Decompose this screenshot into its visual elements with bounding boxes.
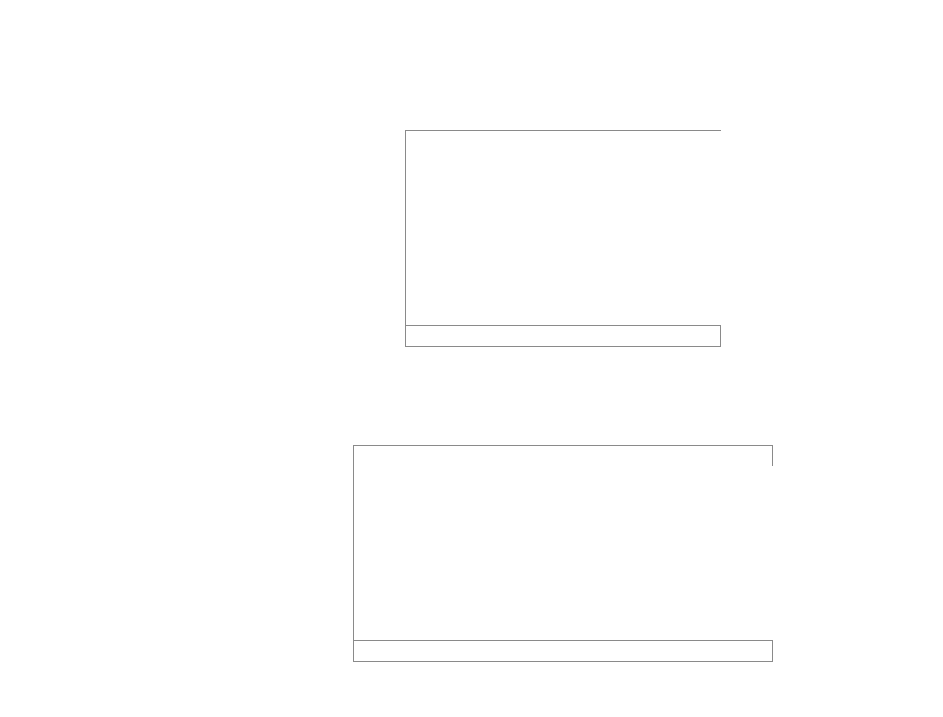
robin7-unit-grid xyxy=(353,466,773,641)
robin7-sky-terrace xyxy=(353,445,773,467)
robin7-basement-carpark xyxy=(353,640,773,662)
robin1-top-row xyxy=(405,130,721,186)
robin1-basement-carpark xyxy=(405,325,721,347)
robin1-unit-grid xyxy=(405,186,721,326)
